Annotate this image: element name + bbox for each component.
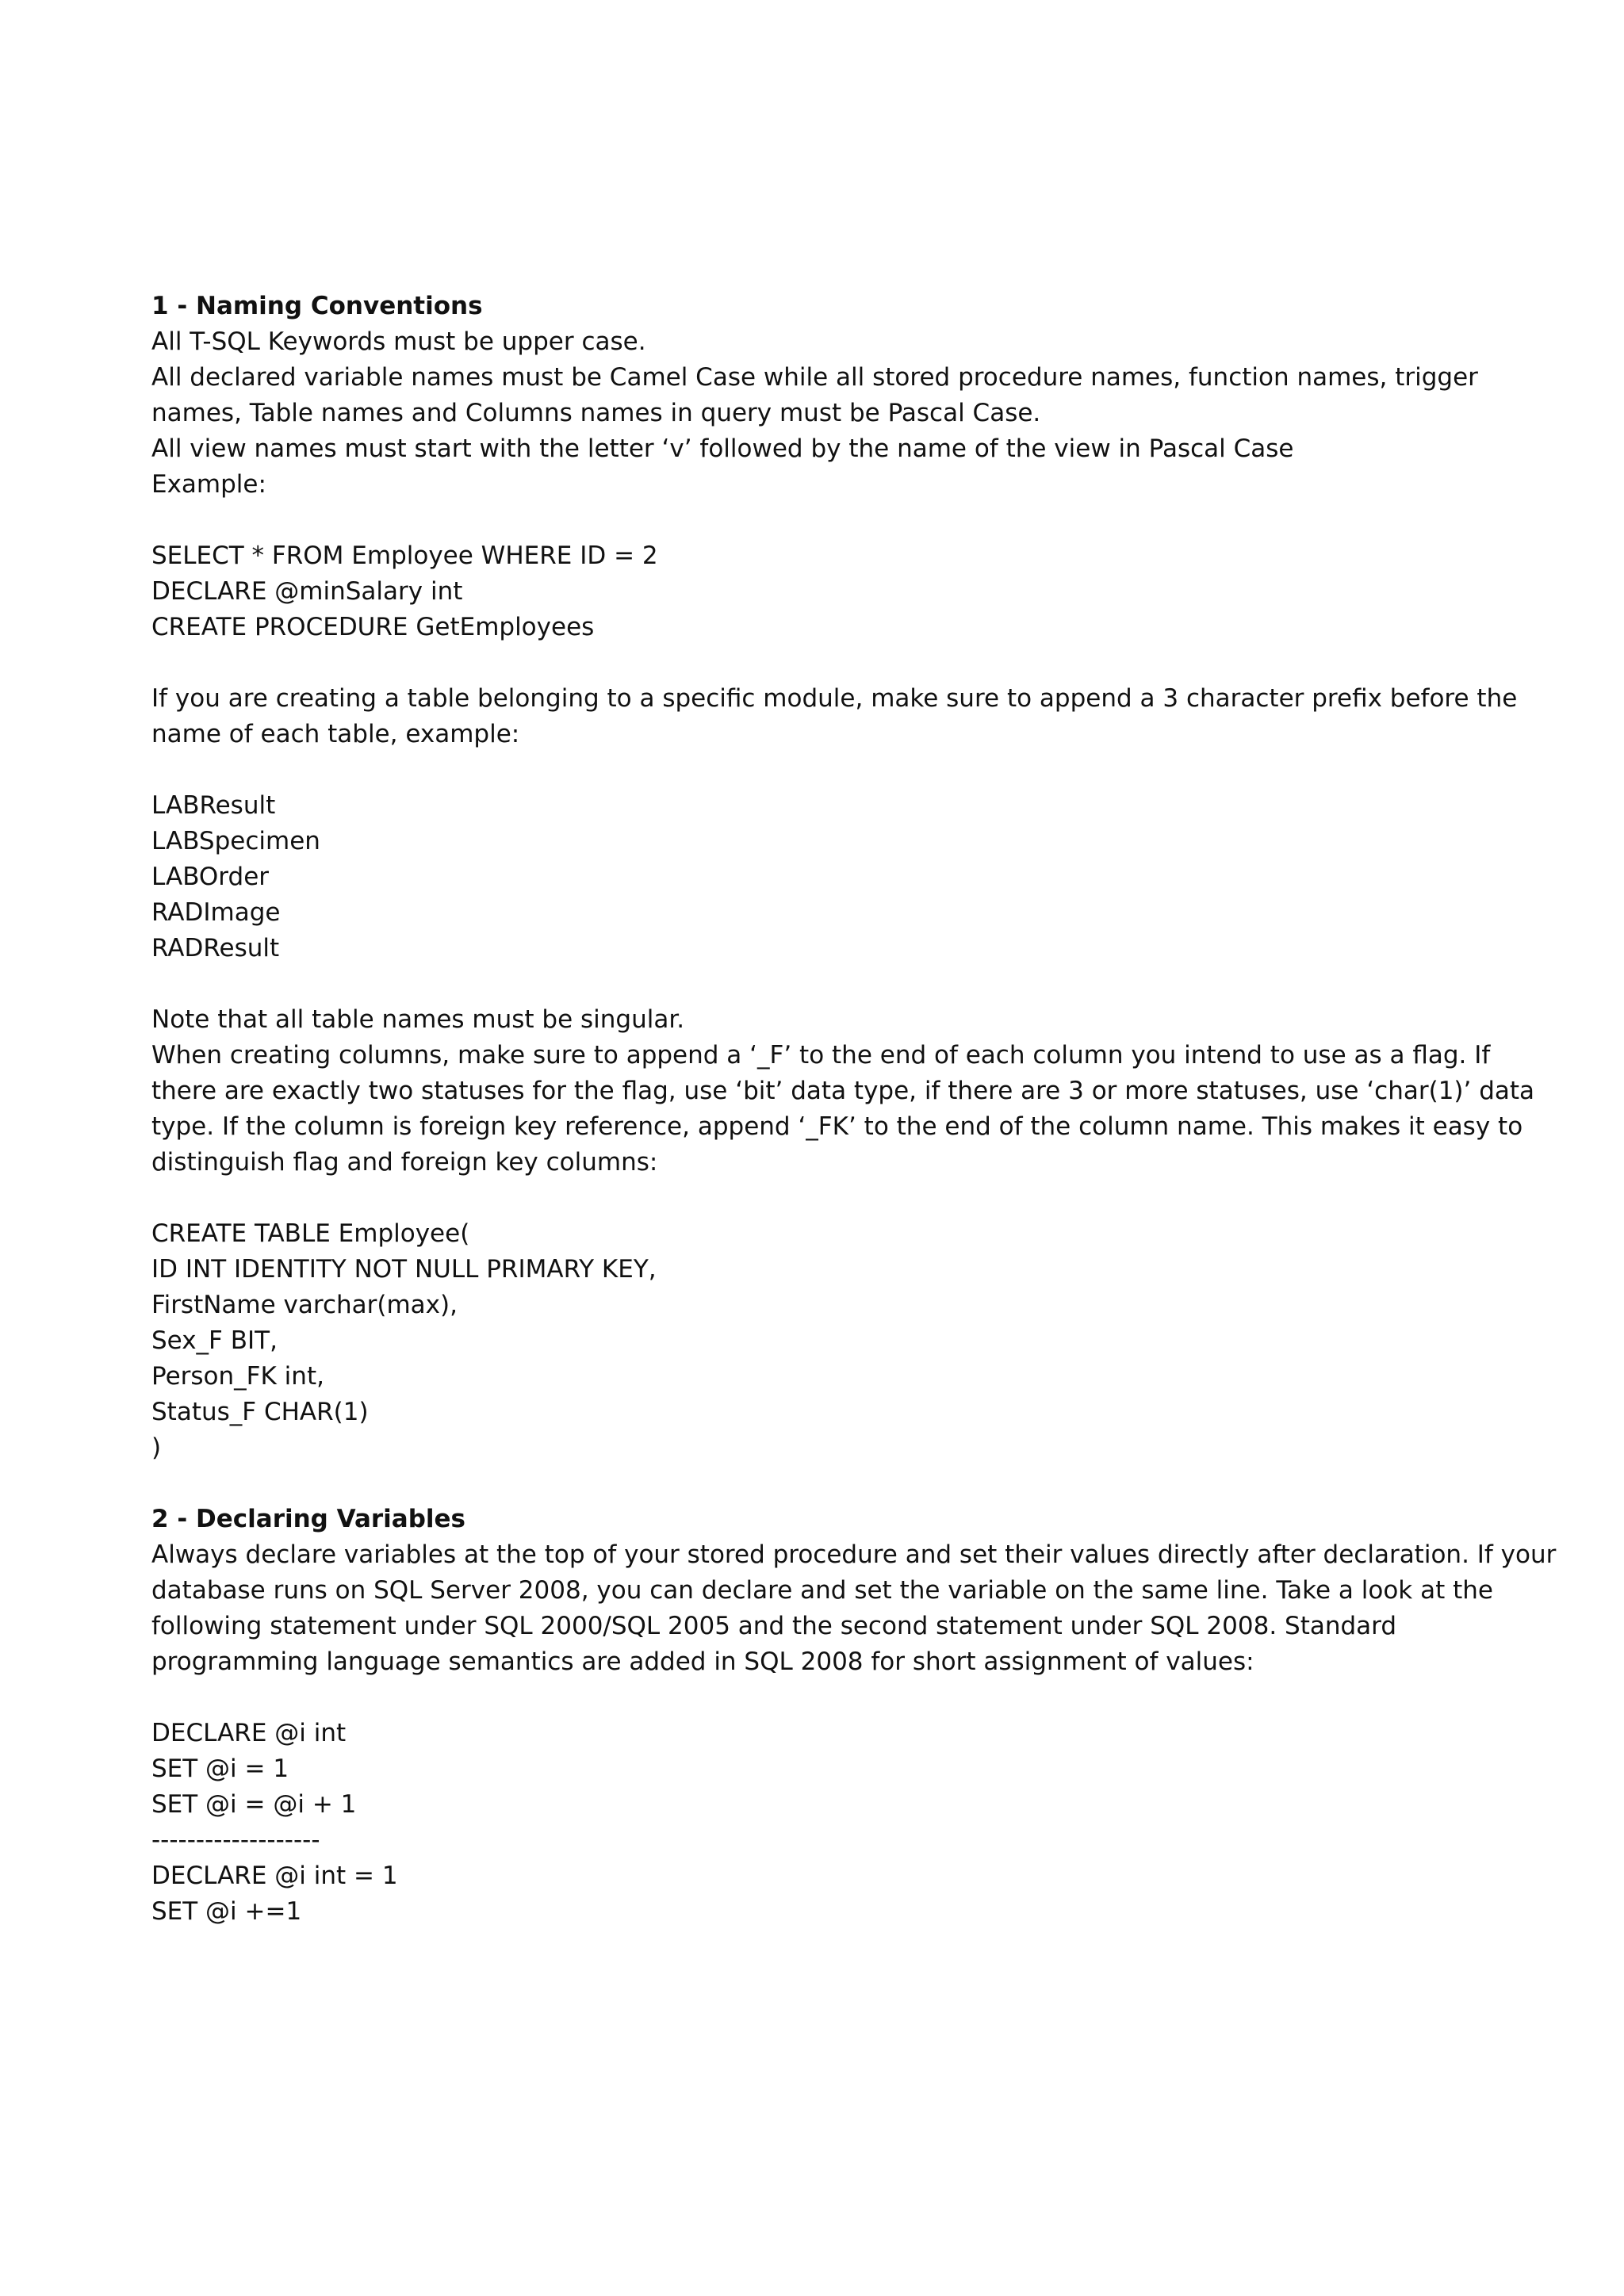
section-heading-declaring-variables: 2 - Declaring Variables [151, 1505, 466, 1533]
prefix-table-list [151, 788, 1500, 966]
flag-paragraph-line: When creating columns, make sure to append a ‘_F’ to the end of each column you intend to use as a flag. If [151, 1041, 1491, 1070]
document-body [151, 289, 1557, 1930]
create-table-code-block [151, 1216, 1500, 1466]
rule-keywords: All T-SQL Keywords must be upper case. [151, 327, 646, 356]
code-line: DECLARE @i int = 1 [151, 1862, 398, 1890]
flag-paragraph [151, 1038, 1535, 1181]
blank-line [151, 752, 1500, 788]
flag-paragraph-line: there are exactly two statuses for the flag, use ‘bit’ data type, if there are 3 or more statuses, use ‘char(1)’ data [151, 1077, 1535, 1105]
rule-casing-line-2: names, Table names and Columns names in query must be Pascal Case. [151, 399, 1041, 427]
prefix-paragraph-line-1: If you are creating a table belonging to a specific module, make sure to append a 3 character prefix before the [151, 684, 1518, 713]
paragraph-line: Always declare variables at the top of your stored procedure and set their values directly after declaration. If your [151, 1540, 1557, 1569]
code-line: CREATE TABLE Employee( [151, 1219, 470, 1248]
paragraph-line: database runs on SQL Server 2008, you can declare and set the variable on the same line. Take a look at the [151, 1576, 1493, 1605]
blank-line [151, 1466, 1500, 1502]
singular-note: Note that all table names must be singular. [151, 1005, 685, 1034]
table-name-item: RADResult [151, 934, 280, 962]
flag-paragraph-line: type. If the column is foreign key reference, append ‘_FK’ to the end of the column name. This makes it easy to [151, 1112, 1523, 1141]
table-name-item: LABSpecimen [151, 827, 320, 855]
code-line: CREATE PROCEDURE GetEmployees [151, 613, 595, 641]
table-name-item: LABResult [151, 791, 276, 820]
table-name-item: LABOrder [151, 863, 270, 891]
example-label: Example: [151, 470, 266, 499]
code-line: DECLARE @i int [151, 1719, 347, 1747]
code-line: SET @i = @i + 1 [151, 1790, 357, 1819]
blank-line [151, 1680, 1500, 1716]
example-code-block [151, 538, 1500, 645]
rule-views: All view names must start with the letter ‘v’ followed by the name of the view in Pascal Case [151, 434, 1294, 463]
paragraph-line: programming language semantics are added in SQL 2008 for short assignment of values: [151, 1647, 1254, 1676]
paragraph-line: following statement under SQL 2000/SQL 2005 and the second statement under SQL 2008. Standard [151, 1612, 1397, 1640]
blank-line [151, 1181, 1500, 1216]
code-line: Status_F CHAR(1) [151, 1398, 369, 1426]
blank-line [151, 645, 1500, 681]
code-line: FirstName varchar(max), [151, 1291, 458, 1319]
code-line: SELECT * FROM Employee WHERE ID = 2 [151, 541, 658, 570]
code-line: ) [151, 1433, 162, 1462]
code-line: Person_FK int, [151, 1362, 324, 1391]
rule-casing-line-1: All declared variable names must be Camel Case while all stored procedure names, function names, trigger [151, 363, 1478, 392]
code-line: Sex_F BIT, [151, 1326, 278, 1355]
code-line: DECLARE @minSalary int [151, 577, 463, 606]
code-line: ID INT IDENTITY NOT NULL PRIMARY KEY, [151, 1255, 657, 1284]
flag-paragraph-line: distinguish flag and foreign key columns: [151, 1148, 658, 1177]
blank-line [151, 503, 1500, 538]
code-line: SET @i +=1 [151, 1897, 302, 1926]
section-heading-naming-conventions: 1 - Naming Conventions [151, 292, 483, 320]
code-separator: ------------------- [151, 1826, 320, 1854]
table-name-item: RADImage [151, 898, 281, 927]
blank-line [151, 966, 1500, 1002]
declare-code-block [151, 1716, 1500, 1930]
code-line: SET @i = 1 [151, 1755, 289, 1783]
prefix-paragraph-line-2: name of each table, example: [151, 720, 520, 748]
declaring-variables-paragraph [151, 1537, 1557, 1680]
